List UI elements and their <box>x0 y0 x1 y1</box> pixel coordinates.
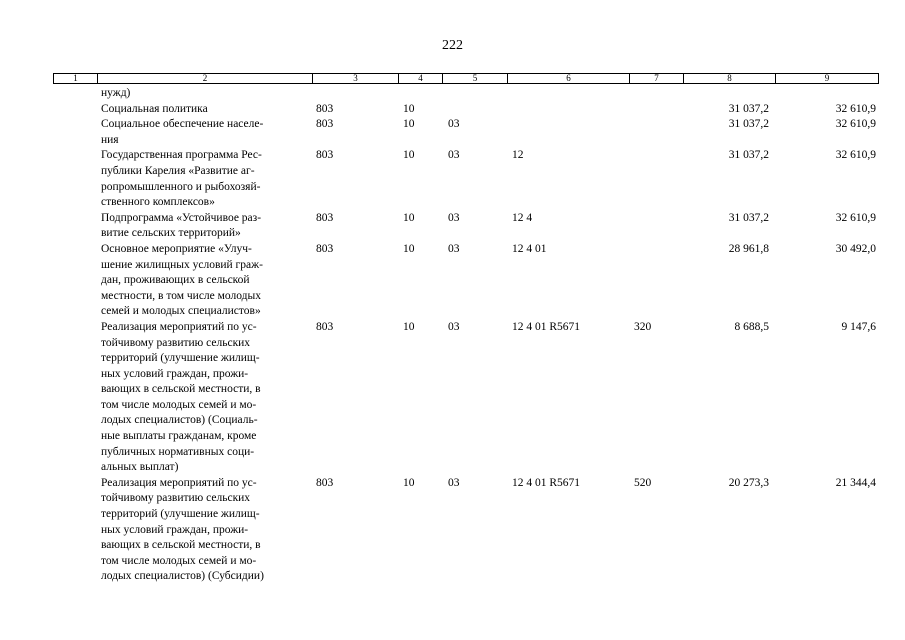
row-name-line: местности, в том числе молодых <box>101 289 262 302</box>
cell-col-4: 10 <box>403 118 415 131</box>
table-row <box>0 242 905 320</box>
cell-col-9: 32 610,9 <box>835 211 876 224</box>
cell-col-9: 9 147,6 <box>841 320 876 333</box>
cell-col-4: 10 <box>403 476 415 489</box>
cell-col-8: 8 688,5 <box>734 320 769 333</box>
header-col-4: 4 <box>399 74 443 83</box>
table-row <box>0 86 905 102</box>
cell-col-4: 10 <box>403 102 415 115</box>
table-row <box>0 211 905 242</box>
row-name-line: ственного комплексов» <box>101 196 215 209</box>
row-name-line: ных условий граждан, прожи- <box>101 367 249 380</box>
row-name <box>101 86 316 102</box>
header-col-7: 7 <box>630 74 684 83</box>
cell-col-4: 10 <box>403 149 415 162</box>
cell-col-7: 520 <box>634 476 652 489</box>
row-name-line: шение жилищных условий граж- <box>101 258 263 271</box>
row-name <box>101 148 316 210</box>
row-name <box>101 476 316 585</box>
cell-col-3: 803 <box>316 149 334 162</box>
cell-col-6: 12 4 01 <box>512 242 547 255</box>
row-name-line: ропромышленного и рыбохозяй- <box>101 180 261 193</box>
row-name-line: ные выплаты гражданам, кроме <box>101 430 257 443</box>
table-row <box>0 320 905 476</box>
row-name-line: дан, проживающих в сельской <box>101 274 250 287</box>
cell-col-9: 32 610,9 <box>835 149 876 162</box>
cell-col-5: 03 <box>448 118 460 131</box>
cell-col-9: 32 610,9 <box>835 118 876 131</box>
row-name-line: нужд) <box>101 87 131 99</box>
row-name-line: Реализация мероприятий по ус- <box>101 476 257 489</box>
cell-col-5: 03 <box>448 211 460 224</box>
row-name-line: тойчивому развитию сельских <box>101 336 251 349</box>
cell-col-8: 20 273,3 <box>728 476 769 489</box>
cell-col-8: 31 037,2 <box>728 211 769 224</box>
header-col-6: 6 <box>508 74 630 83</box>
table-row <box>0 476 905 585</box>
cell-col-4: 10 <box>403 320 415 333</box>
row-name-line: лодых специалистов) (Субсидии) <box>101 570 264 583</box>
row-name-line: семей и молодых специалистов» <box>101 305 261 318</box>
cell-col-6: 12 4 01 R5671 <box>512 320 581 333</box>
table-header <box>53 73 879 84</box>
row-name-line: публичных нормативных соци- <box>101 445 255 458</box>
cell-col-3: 803 <box>316 242 334 255</box>
cell-col-8: 28 961,8 <box>728 242 769 255</box>
row-name-line: Социальное обеспечение населе- <box>101 118 264 131</box>
header-col-1: 1 <box>54 74 98 83</box>
table-row <box>0 148 905 210</box>
row-name-line: вающих в сельской местности, в <box>101 539 261 552</box>
cell-col-8: 31 037,2 <box>728 102 769 115</box>
cell-col-3: 803 <box>316 102 334 115</box>
header-col-8: 8 <box>684 74 776 83</box>
cell-col-6: 12 4 <box>512 211 533 224</box>
cell-col-6: 12 <box>512 149 524 162</box>
row-name-line: витие сельских территорий» <box>101 227 241 240</box>
cell-col-4: 10 <box>403 242 415 255</box>
header-col-9: 9 <box>824 73 830 83</box>
cell-col-5: 03 <box>448 320 460 333</box>
header-col-2: 2 <box>98 74 313 83</box>
row-name <box>101 102 316 118</box>
cell-col-5: 03 <box>448 476 460 489</box>
header-col-3: 3 <box>313 74 399 83</box>
cell-col-9: 32 610,9 <box>835 102 876 115</box>
header-col-5: 5 <box>443 74 508 83</box>
cell-col-3: 803 <box>316 320 334 333</box>
row-name-line: территорий (улучшение жилищ- <box>101 508 260 521</box>
table-row <box>0 117 905 148</box>
cell-col-3: 803 <box>316 211 334 224</box>
row-name-line: тойчивому развитию сельских <box>101 492 251 505</box>
row-name-line: альных выплат) <box>101 461 179 474</box>
row-name <box>101 211 316 242</box>
row-name <box>101 242 316 320</box>
cell-col-3: 803 <box>316 476 334 489</box>
row-name-line: Подпрограмма «Устойчивое раз- <box>101 211 262 224</box>
cell-col-7: 320 <box>634 320 652 333</box>
row-name-line: Основное мероприятие «Улуч- <box>101 242 252 255</box>
row-name-line: том числе молодых семей и мо- <box>101 554 257 567</box>
cell-col-9: 21 344,4 <box>835 476 876 489</box>
cell-col-6: 12 4 01 R5671 <box>512 476 581 489</box>
cell-col-9: 30 492,0 <box>835 242 876 255</box>
row-name-line: ных условий граждан, прожи- <box>101 523 249 536</box>
row-name-line: Реализация мероприятий по ус- <box>101 320 257 333</box>
row-name-line: лодых специалистов) (Социаль- <box>101 414 258 427</box>
cell-col-8: 31 037,2 <box>728 118 769 131</box>
cell-col-8: 31 037,2 <box>728 149 769 162</box>
row-name-line: вающих в сельской местности, в <box>101 383 261 396</box>
cell-col-5: 03 <box>448 149 460 162</box>
row-name-line: Социальная политика <box>101 102 208 115</box>
table-row <box>0 102 905 118</box>
row-name-line: ния <box>101 133 119 146</box>
page-number: 222 <box>442 38 463 53</box>
cell-col-5: 03 <box>448 242 460 255</box>
table-body <box>0 86 905 585</box>
cell-col-3: 803 <box>316 118 334 131</box>
row-name <box>101 320 316 476</box>
row-name <box>101 117 316 148</box>
row-name-line: территорий (улучшение жилищ- <box>101 352 260 365</box>
cell-col-4: 10 <box>403 211 415 224</box>
row-name-line: том числе молодых семей и мо- <box>101 398 257 411</box>
row-name-line: Государственная программа Рес- <box>101 149 262 162</box>
row-name-line: публики Карелия «Развитие аг- <box>101 164 255 177</box>
